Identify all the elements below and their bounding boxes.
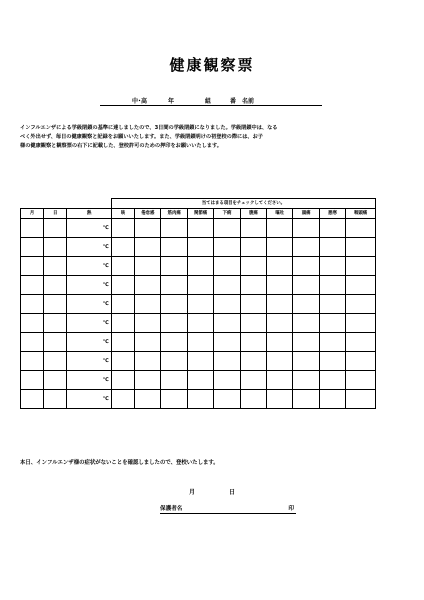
check-cell[interactable] <box>240 314 266 333</box>
check-cell[interactable] <box>293 295 319 314</box>
student-info-line <box>100 96 322 106</box>
class-label: 組 <box>205 98 212 105</box>
check-cell[interactable] <box>293 238 319 257</box>
check-cell[interactable] <box>319 238 345 257</box>
grade-label: 年 <box>168 98 175 105</box>
check-cell[interactable] <box>187 333 213 352</box>
check-cell[interactable] <box>240 295 266 314</box>
table-row <box>21 257 376 276</box>
temperature-cell[interactable]: ℃ <box>67 371 111 390</box>
column-header: 日 <box>44 209 67 219</box>
check-cell[interactable] <box>240 219 266 238</box>
check-cell[interactable] <box>44 371 67 390</box>
check-cell[interactable] <box>187 352 213 371</box>
column-header: 月 <box>21 209 44 219</box>
check-cell[interactable] <box>187 371 213 390</box>
check-cell[interactable] <box>135 238 161 257</box>
check-cell[interactable] <box>240 352 266 371</box>
check-cell[interactable] <box>293 390 319 409</box>
check-cell[interactable] <box>44 352 67 371</box>
table-row <box>21 333 376 352</box>
check-cell[interactable] <box>135 352 161 371</box>
check-cell[interactable] <box>135 390 161 409</box>
check-cell[interactable] <box>187 257 213 276</box>
temperature-cell[interactable]: ℃ <box>67 314 111 333</box>
check-cell[interactable] <box>111 371 134 390</box>
check-cell[interactable] <box>267 257 293 276</box>
check-cell[interactable] <box>319 333 345 352</box>
check-cell[interactable] <box>161 333 187 352</box>
check-cell[interactable] <box>267 295 293 314</box>
check-cell[interactable] <box>214 333 240 352</box>
check-cell[interactable] <box>214 352 240 371</box>
column-header: 倦怠感 <box>135 209 161 219</box>
check-cell[interactable] <box>21 314 44 333</box>
temperature-cell[interactable]: ℃ <box>67 295 111 314</box>
check-cell[interactable] <box>21 219 44 238</box>
check-cell[interactable] <box>187 390 213 409</box>
check-cell[interactable] <box>346 333 376 352</box>
check-cell[interactable] <box>293 371 319 390</box>
check-cell[interactable] <box>346 390 376 409</box>
number-label: 番 <box>230 98 237 105</box>
notice-line: べく外出せず、毎日の健康観察と記録をお願いいたします。また、学級閉鎖明けの初登校の際には、お子 <box>20 134 263 140</box>
school-label: 中･高 <box>132 98 148 105</box>
check-cell[interactable] <box>111 219 134 238</box>
check-cell[interactable] <box>346 352 376 371</box>
check-cell[interactable] <box>21 276 44 295</box>
check-cell[interactable] <box>135 219 161 238</box>
check-cell[interactable] <box>44 238 67 257</box>
check-cell[interactable] <box>267 352 293 371</box>
check-cell[interactable] <box>319 257 345 276</box>
temperature-cell[interactable]: ℃ <box>67 219 111 238</box>
table-row <box>21 276 376 295</box>
check-cell[interactable] <box>293 333 319 352</box>
check-cell[interactable] <box>319 371 345 390</box>
check-cell[interactable] <box>161 390 187 409</box>
check-cell[interactable] <box>267 371 293 390</box>
check-cell[interactable] <box>346 276 376 295</box>
table-row <box>21 238 376 257</box>
check-cell[interactable] <box>44 333 67 352</box>
check-cell[interactable] <box>240 371 266 390</box>
check-cell[interactable] <box>240 257 266 276</box>
temperature-cell[interactable]: ℃ <box>67 276 111 295</box>
check-cell[interactable] <box>319 352 345 371</box>
check-cell[interactable] <box>319 219 345 238</box>
guardian-name-label: 保護者名 <box>160 506 183 512</box>
check-cell[interactable] <box>111 390 134 409</box>
check-cell[interactable] <box>135 257 161 276</box>
check-cell[interactable] <box>187 295 213 314</box>
check-cell[interactable] <box>293 219 319 238</box>
check-cell[interactable] <box>135 276 161 295</box>
column-header: 熱 <box>67 209 111 219</box>
check-cell[interactable] <box>346 295 376 314</box>
check-cell[interactable] <box>187 314 213 333</box>
check-cell[interactable] <box>240 238 266 257</box>
check-cell[interactable] <box>111 238 134 257</box>
temperature-cell[interactable]: ℃ <box>67 333 111 352</box>
check-cell[interactable] <box>267 238 293 257</box>
check-cell[interactable] <box>346 238 376 257</box>
checklist-instruction: 当てはまる項目をチェックしてください。 <box>111 199 375 209</box>
check-cell[interactable] <box>21 390 44 409</box>
check-cell[interactable] <box>346 257 376 276</box>
check-cell[interactable] <box>135 295 161 314</box>
check-cell[interactable] <box>44 276 67 295</box>
check-cell[interactable] <box>111 257 134 276</box>
check-cell[interactable] <box>161 314 187 333</box>
check-cell[interactable] <box>214 219 240 238</box>
check-cell[interactable] <box>267 276 293 295</box>
check-cell[interactable] <box>111 295 134 314</box>
check-cell[interactable] <box>21 238 44 257</box>
check-cell[interactable] <box>240 276 266 295</box>
check-cell[interactable] <box>293 257 319 276</box>
check-cell[interactable] <box>319 276 345 295</box>
check-cell[interactable] <box>44 219 67 238</box>
observation-table <box>20 198 376 409</box>
check-cell[interactable] <box>267 333 293 352</box>
table-row <box>21 219 376 238</box>
check-cell[interactable] <box>214 314 240 333</box>
check-cell[interactable] <box>346 314 376 333</box>
check-cell[interactable] <box>214 371 240 390</box>
check-cell[interactable] <box>111 352 134 371</box>
check-cell[interactable] <box>135 333 161 352</box>
check-cell[interactable] <box>267 390 293 409</box>
check-cell[interactable] <box>161 352 187 371</box>
check-cell[interactable] <box>319 390 345 409</box>
check-cell[interactable] <box>44 390 67 409</box>
table-row <box>21 314 376 333</box>
check-cell[interactable] <box>161 295 187 314</box>
notice-paragraph <box>20 124 406 151</box>
check-cell[interactable] <box>214 295 240 314</box>
day-label: 日 <box>229 489 236 496</box>
check-cell[interactable] <box>240 333 266 352</box>
check-cell[interactable] <box>346 371 376 390</box>
check-cell[interactable] <box>187 219 213 238</box>
check-cell[interactable] <box>214 276 240 295</box>
confirmation-text: 本日、インフルエンザ様の症状がないことを確認しましたので、登校いたします。 <box>20 460 219 466</box>
temperature-cell[interactable]: ℃ <box>67 390 111 409</box>
check-cell[interactable] <box>214 238 240 257</box>
temperature-cell[interactable]: ℃ <box>67 238 111 257</box>
column-header: 嘔吐 <box>267 209 293 219</box>
check-cell[interactable] <box>293 352 319 371</box>
check-cell[interactable] <box>111 314 134 333</box>
column-header: 関節痛 <box>187 209 213 219</box>
check-cell[interactable] <box>21 295 44 314</box>
check-cell[interactable] <box>111 276 134 295</box>
check-cell[interactable] <box>214 257 240 276</box>
table-row <box>21 371 376 390</box>
check-cell[interactable] <box>135 314 161 333</box>
check-cell[interactable] <box>44 314 67 333</box>
check-cell[interactable] <box>214 390 240 409</box>
temperature-cell[interactable]: ℃ <box>67 352 111 371</box>
name-label: 名前 <box>242 98 255 105</box>
check-cell[interactable] <box>187 238 213 257</box>
table-row <box>21 295 376 314</box>
check-cell[interactable] <box>135 371 161 390</box>
check-cell[interactable] <box>161 219 187 238</box>
check-cell[interactable] <box>293 314 319 333</box>
month-label: 月 <box>189 489 196 496</box>
check-cell[interactable] <box>267 219 293 238</box>
column-header: 頭痛 <box>293 209 319 219</box>
table-row <box>21 390 376 409</box>
check-cell[interactable] <box>161 238 187 257</box>
check-cell[interactable] <box>44 295 67 314</box>
check-cell[interactable] <box>319 295 345 314</box>
column-header: 咽頭痛 <box>346 209 376 219</box>
seal-label: 印 <box>288 506 294 512</box>
check-cell[interactable] <box>319 314 345 333</box>
check-cell[interactable] <box>161 371 187 390</box>
column-header: 下痢 <box>214 209 240 219</box>
guardian-signature-line <box>160 503 296 514</box>
check-cell[interactable] <box>187 276 213 295</box>
column-header: 腹痛 <box>240 209 266 219</box>
check-cell[interactable] <box>240 390 266 409</box>
check-cell[interactable] <box>44 257 67 276</box>
page-title: 健康観察票 <box>169 56 255 74</box>
notice-line: インフルエンザによる学級閉鎖の基準に達しましたので、3日間の学級閉鎖になりました。学級閉鎖中は、なる <box>20 125 278 131</box>
check-cell[interactable] <box>21 371 44 390</box>
column-header: 悪寒 <box>319 209 345 219</box>
table-row <box>21 352 376 371</box>
check-cell[interactable] <box>267 314 293 333</box>
check-cell[interactable] <box>21 352 44 371</box>
check-cell[interactable] <box>161 257 187 276</box>
column-header: 筋肉痛 <box>161 209 187 219</box>
check-cell[interactable] <box>21 333 44 352</box>
check-cell[interactable] <box>346 219 376 238</box>
column-header: 咳 <box>111 209 134 219</box>
notice-line: 様の健康観察と観察票の右下に記載した、登校許可のための押印をお願いいたします。 <box>20 143 222 149</box>
check-cell[interactable] <box>111 333 134 352</box>
check-cell[interactable] <box>21 257 44 276</box>
check-cell[interactable] <box>161 276 187 295</box>
check-cell[interactable] <box>293 276 319 295</box>
temperature-cell[interactable]: ℃ <box>67 257 111 276</box>
